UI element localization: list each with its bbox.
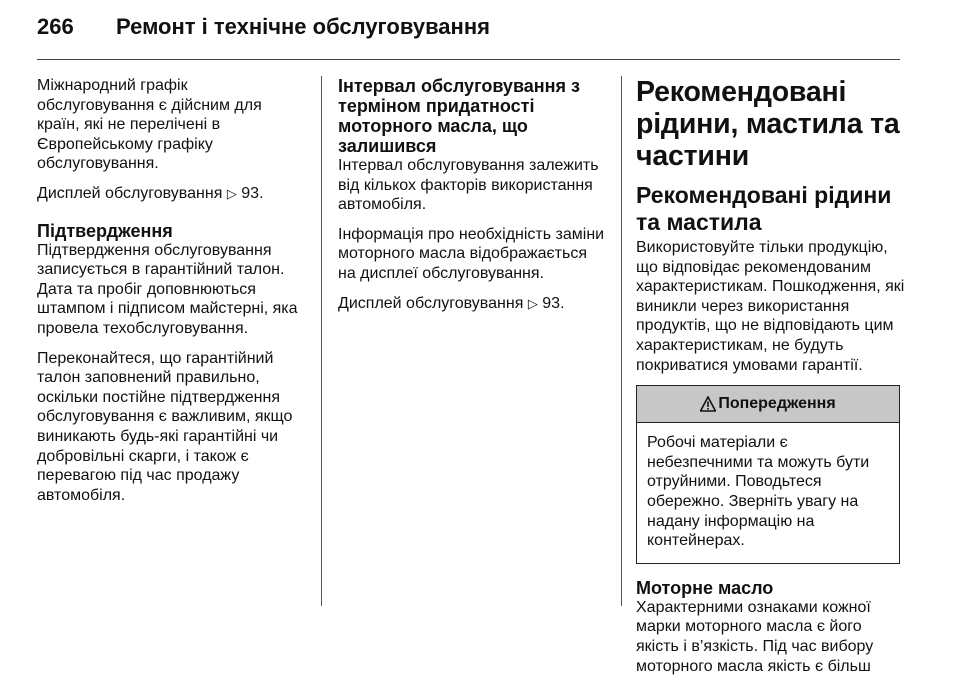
column-divider-1 (321, 76, 322, 606)
warning-header (637, 386, 899, 423)
display-reference (338, 294, 608, 315)
service-interval-heading: Інтервал обслуговування з терміном придатності моторного масла, що залишився (338, 76, 580, 156)
column-left (37, 76, 307, 515)
warranty-paragraph: Переконайтеся, що гарантійний талон заповнений правильно, оскільки постійне підтвердження обслуговування є важливим, якщо виникають будь-які гарантійні чи добровільні скарги, і також є перевагою під час продажу автомобіля. (37, 349, 293, 504)
warning-title: Попередження (718, 395, 836, 413)
intro-paragraph: Міжнародний графік обслуговування є дійсним для країн, які не перелічені в Європейському графіку обслуговування. (37, 77, 262, 173)
column-right (636, 76, 906, 686)
reference-arrow-icon: ▷ (226, 186, 237, 202)
warning-box (636, 385, 900, 564)
display-reference (37, 184, 307, 205)
subsection-title: Рекомендовані рідини та мастила (636, 182, 892, 235)
engine-oil-paragraph: Характерними ознаками кожної марки моторного масла є його якість і в’язкість. Під час вибору моторного масла якість є більш (636, 598, 874, 675)
display-reference-page: 93. (241, 184, 264, 202)
page-title: Ремонт і технічне обслуговування (116, 14, 490, 39)
display-reference-text: Дисплей обслуговування (37, 184, 223, 202)
service-interval-paragraph: Інтервал обслуговування залежить від кількох факторів використання автомобіля. (338, 157, 599, 214)
header-divider (37, 59, 900, 60)
warning-text: Робочі матеріали є небезпечними та можуть бути отруйними. Поводьтеся обережно. Зверніть увагу на надану інформацію на контейнерах. (647, 434, 870, 550)
column-divider-2 (621, 76, 622, 606)
engine-oil-heading: Моторне масло (636, 577, 774, 598)
reference-arrow-icon: ▷ (527, 296, 538, 312)
confirmation-heading: Підтвердження (37, 220, 173, 241)
display-reference-page: 93. (542, 294, 565, 312)
warning-triangle-icon (700, 396, 716, 412)
section-title: Рекомендовані рідини, мастила та частини (636, 76, 900, 172)
oil-info-paragraph: Інформація про необхідність заміни моторного масла відображається на дисплеї обслуговування. (338, 225, 605, 282)
column-middle (338, 76, 608, 324)
display-reference-text: Дисплей обслуговування (338, 294, 524, 312)
page-number: 266 (37, 14, 74, 39)
recommended-fluids-paragraph: Використовуйте тільки продукцію, що відповідає рекомендованим характеристикам. Пошкодження, які виникли через використання продуктів, що не відповідають цим характеристикам, не будуть покриватися умовами гарантії. (636, 239, 905, 374)
confirmation-paragraph: Підтвердження обслуговування записується в гарантійний талон. Дата та пробіг доповнюються штампом і підписом майстерні, яка провела техобслуговування. (37, 241, 298, 337)
